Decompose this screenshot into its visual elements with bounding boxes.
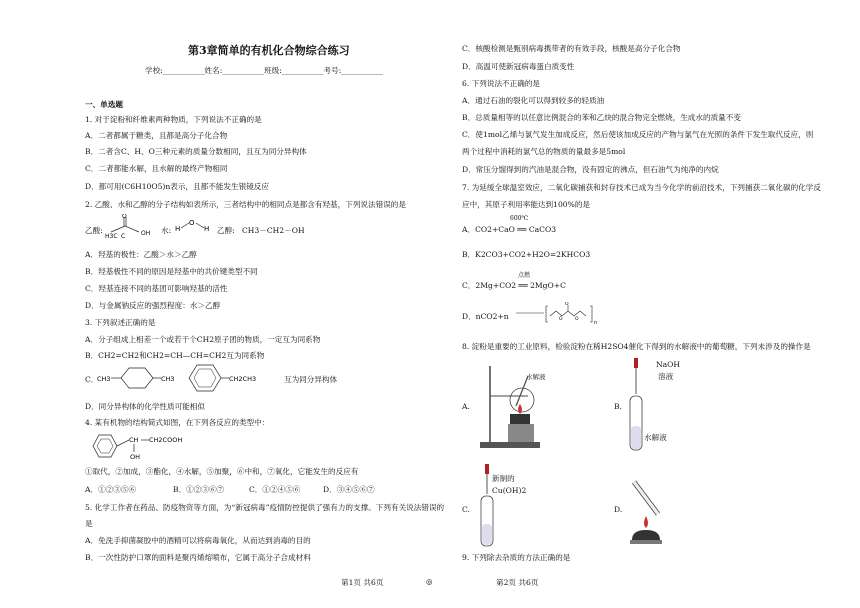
q2-option-d: D．与金属钠反应的强烈程度：水＞乙醇: [85, 301, 221, 310]
q8-label-d: D.: [614, 505, 623, 514]
svg-text:H3C: H3C: [105, 233, 118, 240]
q8-b-reagent-2: 溶液: [658, 372, 674, 381]
q7-a-condition: 600℃: [510, 215, 529, 222]
q3-option-c-prefix: C．: [85, 375, 99, 384]
ethanol-formula: CH3－CH2－OH: [242, 226, 305, 235]
q8-d-burner-apparatus: [622, 474, 672, 550]
svg-text:CH3: CH3: [161, 375, 175, 383]
footer-center-mark: ◎: [426, 577, 433, 586]
q2-option-c: C．羟基连接不同的基团可影响羟基的活性: [85, 284, 228, 293]
q1-option-d: D．都可用(C6H10O5)n表示，且都不能发生银镜反应: [85, 182, 269, 191]
q3-option-c-suffix: 互为同分异构体: [284, 375, 338, 384]
q2-option-a: A．羟基的极性：乙酸＞水＞乙醇: [85, 250, 197, 259]
svg-text:O: O: [559, 317, 563, 322]
q1-option-c: C．二者都能水解，且水解的最终产物相同: [85, 164, 228, 173]
q6-stem: 6. 下列说法不正确的是: [462, 79, 541, 88]
svg-text:CH2COOH: CH2COOH: [149, 436, 183, 444]
q8-c-reagent: 新制的: [492, 474, 515, 483]
svg-text:n: n: [594, 320, 598, 326]
svg-text:CH: CH: [129, 436, 139, 444]
q5-option-a: A．免洗手抑菌凝胶中的酒精可以将病毒氧化，从而达到消毒的目的: [85, 536, 311, 545]
svg-text:CH2CH3: CH2CH3: [229, 375, 257, 383]
q1-option-a: A．二者都属于糖类，且都是高分子化合物: [85, 131, 228, 140]
svg-text:H: H: [204, 225, 210, 233]
footer-right-page: 第2页 共6页: [496, 578, 539, 587]
q5-stem-cont: 是: [85, 519, 93, 528]
section-heading: 一、单选题: [85, 100, 123, 109]
acetic-acid-structure: [103, 214, 163, 240]
svg-text:CH3: CH3: [97, 375, 111, 383]
q8-a-note: 水解液: [526, 373, 546, 381]
svg-text:O: O: [575, 317, 579, 322]
q8-stem: 8. 淀粉是重要的工业原料，检验淀粉在稀H2SO4催化下得到的水解液中的葡萄糖，下列未涉及的操作是: [462, 342, 811, 351]
q3-option-a: A．分子组成上相差一个或若干个CH2原子团的物质，一定互为同系物: [85, 335, 321, 344]
q3-stem: 3. 下列叙述正确的是: [85, 318, 156, 327]
q6-option-b: B．总质量相等的以任意比例混合的苯和乙炔的混合物完全燃烧，生成水的质量不变: [462, 113, 741, 122]
q8-b-note: 水解液: [644, 433, 667, 442]
label-ethanol: 乙醇:: [217, 226, 235, 235]
svg-text:OH: OH: [130, 453, 141, 461]
q4-reaction-types: ①取代，②加成，③酯化，④水解，⑤加聚，⑥中和，⑦氧化，它能发生的反应有: [85, 467, 359, 476]
svg-text:O: O: [565, 302, 569, 307]
q2-option-b: B．羟基极性不同的原因是羟基中的共价键类型不同: [85, 267, 258, 276]
q6-option-c-cont: 两个过程中消耗的氯气总的物质的量最多是5mol: [462, 147, 626, 156]
q5-option-b: B．一次性防护口罩的面料是聚丙烯熔喷布，它属于高分子合成材料: [85, 553, 311, 562]
q3-option-d: D．同分异构体的化学性质可能相似: [85, 402, 205, 411]
q7-stem-cont: 应中，其原子利用率能达到100%的是: [462, 200, 591, 209]
q1-option-b: B．二者含C、H、O三种元素的质量分数相同，且互为同分异构体: [85, 147, 307, 156]
q9-stem: 9. 下列除去杂质的方法正确的是: [462, 553, 571, 562]
footer-left-page: 第1页 共6页: [341, 578, 384, 587]
q7-option-d: D．nCO2+n: [462, 312, 509, 321]
svg-text:H: H: [175, 225, 181, 233]
q8-label-a: A.: [462, 402, 470, 411]
page-title: 第3章简单的有机化合物综合练习: [188, 44, 350, 57]
q7-stem: 7. 为延缓全球温室效应，二氧化碳捕获和封存技术已成为当今化学的前沿技术，下列捕获二氧化碳的化学反: [462, 183, 821, 192]
q6-option-d: D．常压分馏得到的汽油是混合物，没有固定的沸点，但石油气为纯净的内烷: [462, 165, 719, 174]
q3-option-b: B．CH2=CH2和CH2=CH—CH=CH2互为同系物: [85, 351, 265, 360]
q4-option-c: C．①②④⑤⑥: [249, 485, 301, 494]
q7-option-a: A．CO2+CaO ══ CaCO3: [462, 225, 557, 234]
label-acetic-acid: 乙酸:: [85, 226, 103, 235]
q6-option-c: C．使1mol乙烯与氯气发生加成反应，然后使该加成反应的产物与氯气在光照的条件下发生取代反应，则: [462, 130, 814, 139]
q4-option-a: A．①②③⑤⑥: [85, 485, 137, 494]
q8-c-reagent-2: Cu(OH)2: [492, 486, 527, 495]
q8-b-reagent: NaOH: [656, 360, 681, 369]
svg-text:O: O: [122, 214, 127, 220]
q8-label-c: C.: [462, 505, 470, 514]
q7-option-b: B．K2CO3+CO2+H2O=2KHCO3: [462, 250, 591, 259]
q7-option-c: C．2Mg+CO2 ══ 2MgO+C: [462, 281, 566, 290]
q2-stem: 2. 乙酸、水和乙醇的分子结构如表所示，三者结构中的相同点是都含有羟基，下列说法错误的是: [85, 200, 406, 209]
svg-text:O: O: [189, 219, 195, 227]
q4-option-b: B．①②③⑥⑦: [173, 485, 225, 494]
q6-option-a: A．通过石油的裂化可以得到较多的轻质油: [462, 96, 605, 105]
svg-text:OH: OH: [141, 230, 151, 237]
q4-option-d: D．③④⑤⑥⑦: [323, 485, 375, 494]
student-info-line: 学校:___________姓名:___________班级:___________考号:___________: [145, 66, 384, 75]
water-structure: [173, 216, 215, 236]
q7-c-condition: 点燃: [518, 272, 531, 279]
svg-text:C: C: [121, 233, 126, 240]
q5-option-d: D．高温可使新冠病毒蛋白质变性: [462, 62, 575, 71]
q5-stem: 5. 化学工作者在药品、防疫物资等方面，为“新冠病毒”疫情防控提供了强有力的支撑。下列有关说法错误的: [85, 503, 445, 512]
q4-stem: 4. 某有机物的结构简式如图，在下列各反应的类型中：: [85, 418, 270, 427]
q8-label-b: B.: [614, 402, 622, 411]
q8-a-heating-apparatus: [472, 356, 564, 452]
q3-option-c-structures: [97, 362, 285, 394]
q1-stem: 1. 对于淀粉和纤维素两种物质，下列说法不正确的是: [85, 115, 262, 124]
q5-option-c: C．核酸检测是甄别病毒携带者的有效手段，核酸是高分子化合物: [462, 44, 681, 53]
label-water: 水:: [161, 226, 172, 235]
q4-structure: [85, 428, 205, 464]
q7-option-d-polymer: [514, 302, 614, 326]
